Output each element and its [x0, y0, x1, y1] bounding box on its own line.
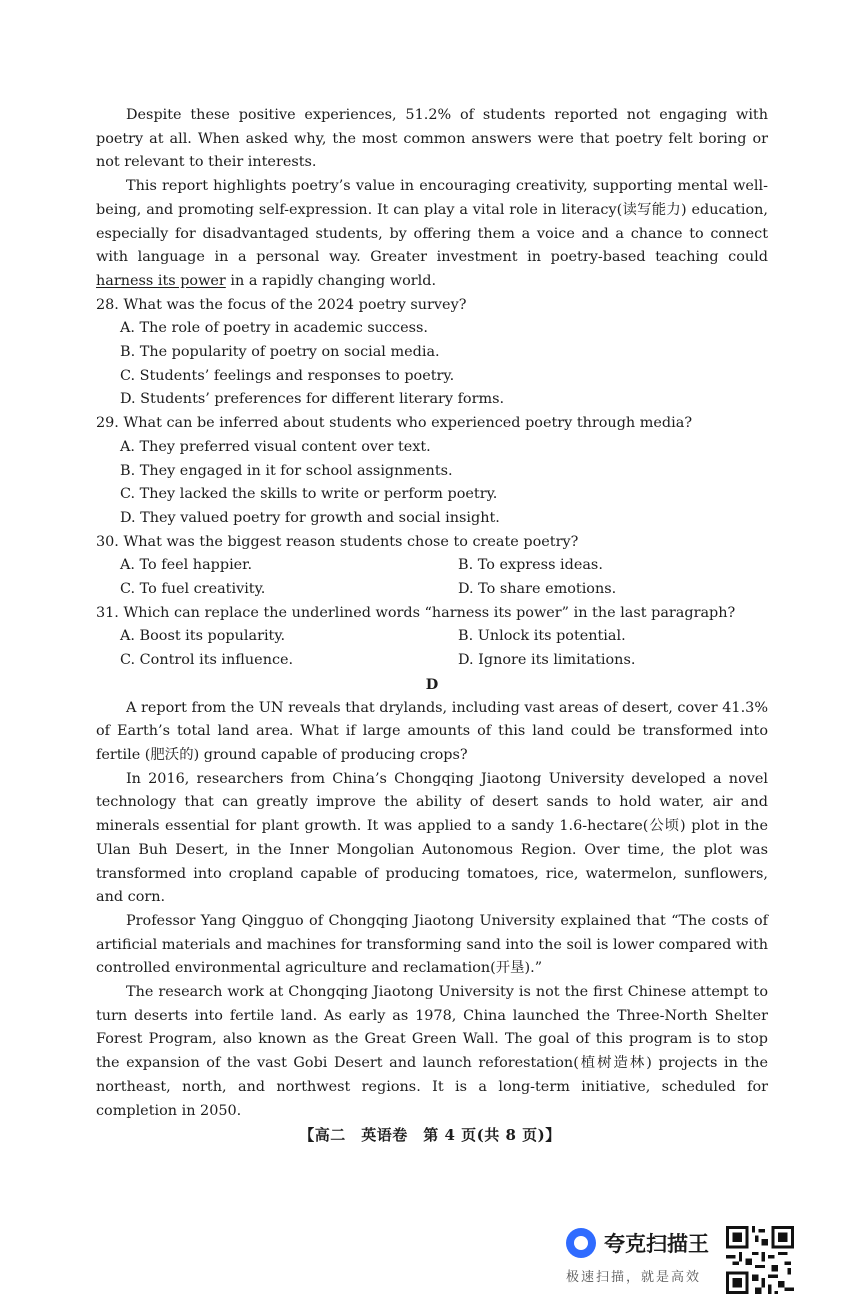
exam-page-content [96, 104, 768, 1123]
brand-logo-row [566, 1228, 726, 1258]
passage-c-paragraph-1: Despite these positive experiences, 51.2% of students reported not engaging with poetry at all. When asked why, the most common answers were that poetry felt boring or not relevant to their interests. [96, 107, 768, 171]
option-a: A. The role of poetry in academic success. [120, 320, 428, 337]
option-row [120, 578, 768, 602]
question-stem: 28. What was the focus of the 2024 poetry survey? [96, 296, 467, 313]
option-d: D. They valued poetry for growth and social insight. [120, 509, 500, 526]
option-b: B. To express ideas. [458, 557, 603, 574]
option-c: C. Students’ feelings and responses to poetry. [120, 367, 455, 384]
question-30 [96, 531, 768, 602]
passage-d-paragraph-4: The research work at Chongqing Jiaotong University is not the first Chinese attempt to turn deserts into fertile land. As early as 1978, China launched the Three-North Shelter Forest Program, also known as the Great Green Wall. The goal of this program is to stop the expansion of the vast Gobi Desert and launch reforestation(植树造林) projects in the northeast, north, and northwest regions. It is a long-term initiative, scheduled for completion in 2050. [96, 984, 768, 1119]
qr-code-icon [726, 1226, 794, 1294]
option-b: B. They engaged in it for school assignments. [120, 462, 453, 479]
passage-d-paragraph-2: In 2016, researchers from China’s Chongqing Jiaotong University developed a novel technology that can greatly improve the ability of desert sands to hold water, air and minerals essential for plant growth. It was applied to a sandy 1.6-hectare(公顷) plot in the Ulan Buh Desert, in the Inner Mongolian Autonomous Region. Over time, the plot was transformed into cropland capable of producing tomatoes, rice, watermelon, sunflowers, and corn. [96, 770, 768, 906]
option-row [120, 554, 768, 578]
option-d: D. Students’ preferences for different literary forms. [120, 391, 505, 408]
option-b: B. Unlock its potential. [458, 628, 626, 645]
underlined-phrase: harness its power [96, 272, 226, 289]
question-stem: 30. What was the biggest reason students chose to create poetry? [96, 533, 579, 550]
question-stem: 29. What can be inferred about students who experienced poetry through media? [96, 415, 693, 432]
option-a: A. Boost its popularity. [120, 628, 286, 645]
option-a: A. They preferred visual content over text. [120, 438, 431, 455]
page-footer: 【高二 英语卷 第 4 页(共 8 页)】 [299, 1126, 561, 1144]
option-c: C. They lacked the skills to write or perform poetry. [120, 486, 498, 503]
section-heading-d: D [425, 675, 439, 693]
paragraph-text: This report highlights poetry’s value in encouraging creativity, supporting mental well-being, and promoting self-expression. It can play a vital role in literacy(读写能力) education, especially for disadvantaged students, by offering them a voice and a chance to connect with language in a personal way. Greater investment in poetry-based teaching could [96, 178, 768, 266]
brand-name: 夸克扫描王 [604, 1232, 709, 1256]
passage-c-paragraph-2 [96, 175, 768, 294]
option-row [120, 625, 768, 649]
option-c: C. Control its influence. [120, 652, 294, 669]
option-a: A. To feel happier. [120, 557, 253, 574]
option-d: D. To share emotions. [458, 581, 617, 598]
question-stem: 31. Which can replace the underlined words “harness its power” in the last paragraph? [96, 604, 736, 621]
paragraph-text: in a rapidly changing world. [225, 272, 437, 289]
option-b: B. The popularity of poetry on social media. [120, 344, 440, 361]
option-d: D. Ignore its limitations. [458, 652, 636, 669]
question-29 [96, 412, 768, 531]
option-c: C. To fuel creativity. [120, 581, 266, 598]
passage-d-paragraph-3: Professor Yang Qingguo of Chongqing Jiaotong University explained that “The costs of artificial materials and machines for transforming sand into the soil is lower compared with controlled environmental agriculture and reclamation(开垦).” [96, 912, 768, 977]
passage-d-paragraph-1: A report from the UN reveals that drylands, including vast areas of desert, cover 41.3% of Earth’s total land area. What if large amounts of this land could be transformed into fertile (肥沃的) ground capable of producing crops? [96, 699, 768, 763]
brand-slogan: 极速扫描，就是高效 [566, 1270, 702, 1285]
question-28 [96, 294, 768, 413]
question-31 [96, 602, 768, 673]
scanner-logo-icon [566, 1228, 596, 1258]
scanner-watermark [566, 1228, 726, 1285]
option-row [120, 649, 768, 673]
